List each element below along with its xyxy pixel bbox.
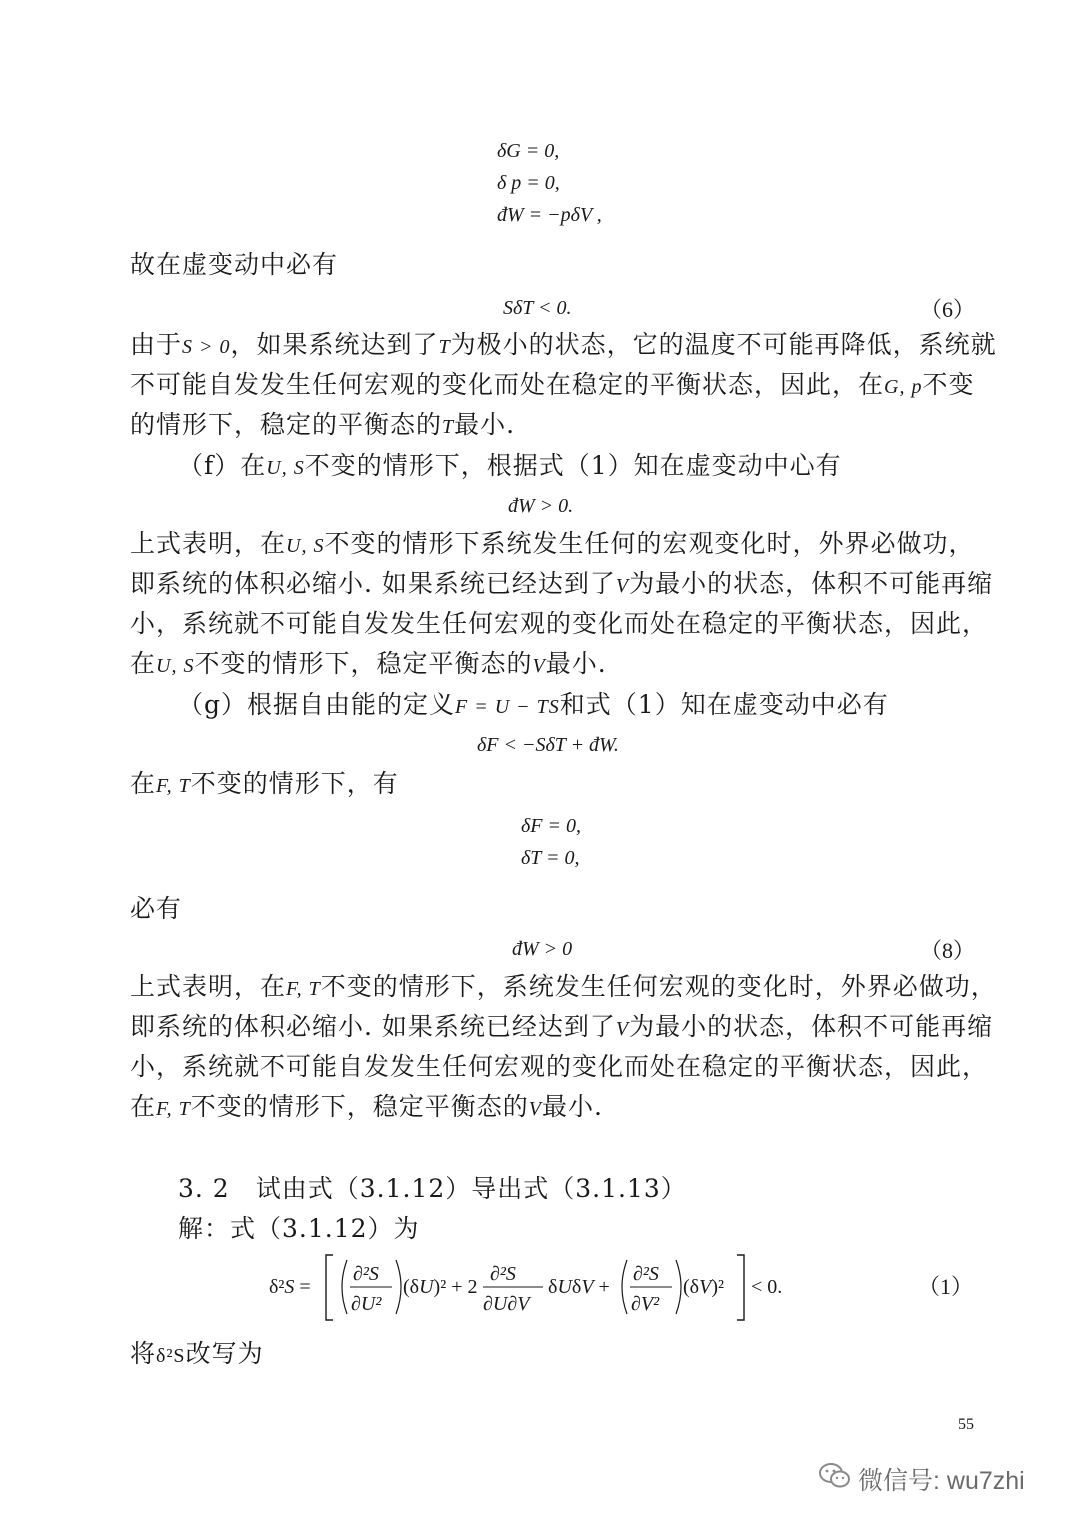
paragraph-line: 必有 [130, 894, 183, 923]
text: 不变的情形下，根据式（1）知在虚变动中心有 [304, 451, 842, 480]
text: 和式（1）知在虚变动中必有 [559, 690, 889, 719]
inline-math: T [442, 416, 455, 438]
inline-math: F = U − TS [455, 696, 560, 718]
text: 即系统的体积必缩小. 如果系统已经达到了 [130, 569, 616, 598]
wechat-icon [818, 1462, 852, 1497]
inline-math: F, T [286, 978, 321, 1000]
paragraph-line [130, 1010, 993, 1046]
text: ，如果系统达到了 [230, 330, 439, 359]
frac-num: ∂²S [633, 1263, 659, 1285]
text: 不变 [922, 370, 975, 399]
paragraph-line [130, 567, 993, 603]
eq-lhs: δ²S = [269, 1276, 311, 1298]
text: 不变的情形下，有 [190, 769, 399, 798]
inline-math: V [528, 1098, 543, 1120]
equation-delta-g: δG = 0, [497, 140, 560, 162]
inline-math: V [615, 575, 630, 597]
frac-den: ∂U∂V [483, 1293, 530, 1315]
inline-math: U, S [266, 457, 305, 479]
frac-den: ∂V² [631, 1293, 660, 1315]
term3: (δV)² [683, 1276, 724, 1298]
text: 最小. [454, 410, 516, 439]
text: 最小. [545, 649, 607, 678]
equation-f: đW > 0. [508, 495, 574, 517]
paragraph-line [130, 970, 997, 1006]
watermark [818, 1461, 1025, 1497]
equation-8: đW > 0 [512, 938, 573, 960]
inline-math: U, S [286, 535, 325, 557]
equation-delta-f: δF = 0, [521, 815, 582, 837]
inline-math: U, S [156, 655, 195, 677]
text: 最小. [542, 1092, 603, 1121]
frac-den: ∂U² [351, 1293, 382, 1315]
inline-math: V [532, 655, 546, 677]
inline-math: G, p [884, 376, 923, 398]
inline-math: δ²S [156, 1345, 186, 1367]
equation-g: δF < −SδT + đW. [477, 734, 619, 756]
text: 在 [130, 1092, 157, 1121]
text: （f）在 [178, 451, 267, 480]
text: 的情形下，稳定的平衡态的 [130, 410, 443, 439]
text: 上式表明，在 [130, 972, 287, 1001]
text: 不变的情形下，系统发生任何宏观的变化时，外界必做功， [320, 972, 997, 1001]
term2: δUδV + [548, 1276, 610, 1298]
text: 为最小的状态，体积不可能再缩 [629, 1012, 994, 1041]
text: 在 [130, 649, 157, 678]
equation-6: SδT < 0. [503, 297, 572, 319]
text: 为极小的状态，它的温度不可能再降低，系统就 [450, 330, 997, 359]
paragraph-line [130, 1337, 264, 1373]
inline-math: S > 0 [182, 336, 231, 358]
paragraph-line [130, 328, 997, 364]
paragraph-line [130, 767, 399, 803]
paragraph-line [130, 1090, 603, 1126]
inline-math: V [615, 1018, 630, 1040]
term1: (δU)² + 2 [403, 1276, 478, 1298]
paragraph-line [130, 408, 515, 444]
text: 上式表明，在 [130, 529, 287, 558]
text: 不变的情形下系统发生任何的宏观变化时，外界必做功， [324, 529, 975, 558]
text: 不变的情形下，稳定平衡态的 [194, 649, 533, 678]
equation-number-6: （6） [920, 297, 976, 322]
equation-1 [265, 1250, 805, 1325]
inline-math: T [438, 336, 451, 358]
text: 由于 [130, 330, 183, 359]
text: 不变的情形下，稳定平衡态的 [190, 1092, 529, 1121]
text: 将 [130, 1339, 157, 1368]
text: （g）根据自由能的定义 [178, 690, 456, 719]
text: 不可能自发发生任何宏观的变化而处在稳定的平衡状态，因此，在 [130, 370, 885, 399]
solution-intro: 解：式（3.1.12）为 [178, 1214, 420, 1243]
paragraph-line [130, 368, 974, 404]
text: 改写为 [185, 1339, 264, 1368]
paragraph-line [178, 449, 842, 485]
text: 为最小的状态，体积不可能再缩 [629, 569, 994, 598]
watermark-text: 微信号: wu7zhi [858, 1467, 1025, 1495]
inline-math: F, T [156, 1098, 191, 1120]
equation-number-8: （8） [920, 938, 976, 963]
equation-delta-p: δ p = 0, [497, 172, 560, 194]
paragraph-line: 故在虚变动中必有 [130, 250, 339, 279]
text: 在 [130, 769, 157, 798]
equation-number-1: （1） [918, 1274, 974, 1299]
paragraph-line [130, 527, 974, 563]
section-heading: 3. 2 试由式（3.1.12）导出式（3.1.13） [178, 1174, 687, 1203]
paragraph-line: 小，系统就不可能自发发生任何宏观的变化而处在稳定的平衡状态，因此， [130, 1052, 989, 1081]
frac-num: ∂²S [490, 1263, 516, 1285]
equation-delta-t: δT = 0, [521, 847, 580, 869]
paragraph-line [130, 647, 607, 683]
paragraph-line [178, 688, 889, 724]
page-number: 55 [958, 1416, 974, 1433]
equation-work: đW = −pδV , [497, 204, 602, 226]
frac-num: ∂²S [353, 1263, 379, 1285]
text: 即系统的体积必缩小. 如果系统已经达到了 [130, 1012, 616, 1041]
inline-math: F, T [156, 775, 191, 797]
paragraph-line: 小，系统就不可能自发发生任何宏观的变化而处在稳定的平衡状态，因此， [130, 609, 989, 638]
eq-rhs: < 0. [751, 1276, 783, 1298]
